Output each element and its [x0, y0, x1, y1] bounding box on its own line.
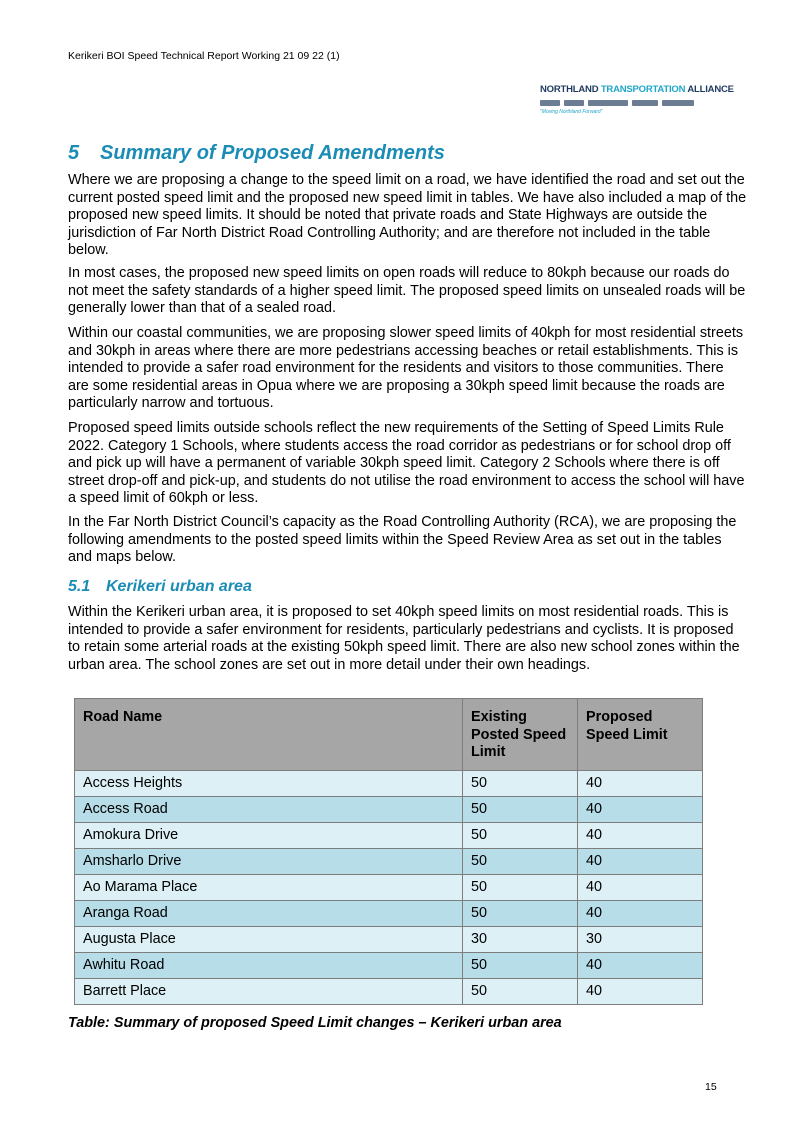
cell-existing-limit: 50: [463, 901, 578, 927]
column-header-proposed-limit: Proposed Speed Limit: [578, 699, 703, 771]
paragraph: In most cases, the proposed new speed limits on open roads will reduce to 80kph because our roads do not meet the safety standards of a higher speed limit. The proposed speed limits on unsealed roads will be generally lower than that of a sealed road.: [68, 265, 746, 317]
table-row: [75, 979, 703, 1005]
cell-proposed-limit: 40: [578, 823, 703, 849]
cell-existing-limit: 30: [463, 927, 578, 953]
column-header-road-name: Road Name: [75, 699, 463, 771]
table-header-row: [75, 699, 703, 771]
table-row: [75, 849, 703, 875]
cell-proposed-limit: 40: [578, 901, 703, 927]
cell-road-name: Access Road: [75, 797, 463, 823]
cell-proposed-limit: 40: [578, 875, 703, 901]
logo-title-northland: NORTHLAND: [540, 84, 599, 95]
partner-logo-mark: [540, 100, 560, 106]
table-row: [75, 771, 703, 797]
subsection-heading: [68, 578, 252, 596]
speed-limit-table: [74, 698, 703, 1005]
partner-logo-mark: [632, 100, 658, 106]
northland-transportation-alliance-logo: [540, 84, 734, 120]
cell-proposed-limit: 40: [578, 849, 703, 875]
cell-proposed-limit: 40: [578, 771, 703, 797]
column-header-existing-limit: Existing Posted Speed Limit: [463, 699, 578, 771]
cell-proposed-limit: 40: [578, 953, 703, 979]
cell-road-name: Amokura Drive: [75, 823, 463, 849]
subsection-number: 5.1: [68, 578, 91, 595]
paragraph: Where we are proposing a change to the speed limit on a road, we have identified the road and set out the current posted speed limit and the proposed new speed limit in tables. We have also included a map of the proposed new speed limits. It should be noted that private roads and State Highways are outside the jurisdiction of Far North District Road Controlling Authority; and are therefore not included in the table below.: [68, 172, 747, 259]
paragraph: Within our coastal communities, we are proposing slower speed limits of 40kph for most residential streets and 30kph in areas where there are more pedestrians accessing beaches or retail establishments. This is intended to provide a safer road environment for the residents and visitors to those communities. There are some residential areas in Opua where we are proposing a 30kph speed limit because the roads are particularly narrow and tortuous.: [68, 325, 744, 412]
partner-logo-mark: [564, 100, 584, 106]
section-heading: [68, 142, 445, 165]
document-header: Kerikeri BOI Speed Technical Report Working 21 09 22 (1): [68, 50, 340, 62]
cell-road-name: Aranga Road: [75, 901, 463, 927]
subsection-title: Kerikeri urban area: [106, 578, 252, 595]
cell-existing-limit: 50: [463, 875, 578, 901]
paragraph: Within the Kerikeri urban area, it is proposed to set 40kph speed limits on most residential roads. This is intended to provide a safer environment for residents, particularly pedestrians and cyclists. It is proposed to retain some arterial roads at the existing 50kph speed limit. There are also new school zones within the urban area. The school zones are set out in more detail under their own headings.: [68, 604, 740, 673]
cell-road-name: Ao Marama Place: [75, 875, 463, 901]
partner-logos: [540, 98, 715, 107]
table-row: [75, 797, 703, 823]
table-row: [75, 875, 703, 901]
table-body: [75, 771, 703, 1005]
paragraph: In the Far North District Council’s capacity as the Road Controlling Authority (RCA), we are proposing the following amendments to the posted speed limits within the Speed Review Area as set out in the tables and maps below.: [68, 514, 737, 566]
cell-road-name: Access Heights: [75, 771, 463, 797]
table-row: [75, 953, 703, 979]
cell-existing-limit: 50: [463, 823, 578, 849]
cell-proposed-limit: 40: [578, 979, 703, 1005]
table-caption: Table: Summary of proposed Speed Limit changes – Kerikeri urban area: [68, 1015, 562, 1031]
cell-proposed-limit: 30: [578, 927, 703, 953]
cell-existing-limit: 50: [463, 849, 578, 875]
logo-tagline: "Moving Northland Forward": [540, 109, 603, 115]
cell-existing-limit: 50: [463, 771, 578, 797]
table-row: [75, 823, 703, 849]
partner-logo-mark: [588, 100, 628, 106]
logo-title: [540, 84, 734, 95]
cell-existing-limit: 50: [463, 797, 578, 823]
cell-proposed-limit: 40: [578, 797, 703, 823]
logo-title-transportation: TRANSPORTATION: [600, 84, 686, 95]
table-row: [75, 901, 703, 927]
section-number: 5: [68, 142, 80, 164]
cell-road-name: Augusta Place: [75, 927, 463, 953]
cell-road-name: Amsharlo Drive: [75, 849, 463, 875]
cell-road-name: Barrett Place: [75, 979, 463, 1005]
paragraph: Proposed speed limits outside schools reflect the new requirements of the Setting of Speed Limits Rule 2022. Category 1 Schools, where students access the road corridor as pedestrians or for school drop off and pick up will have a permanent of variable 30kph speed limit. Category 2 Schools where there is off street drop-off and pick-up, and students do not utilise the road environment to access the school will have a speed limit of 60kph or less.: [68, 420, 745, 507]
cell-existing-limit: 50: [463, 953, 578, 979]
logo-title-alliance: ALLIANCE: [687, 84, 734, 95]
table-row: [75, 927, 703, 953]
cell-road-name: Awhitu Road: [75, 953, 463, 979]
section-title: Summary of Proposed Amendments: [100, 142, 445, 164]
page-number: 15: [705, 1081, 717, 1093]
cell-existing-limit: 50: [463, 979, 578, 1005]
partner-logo-mark: [662, 100, 694, 106]
